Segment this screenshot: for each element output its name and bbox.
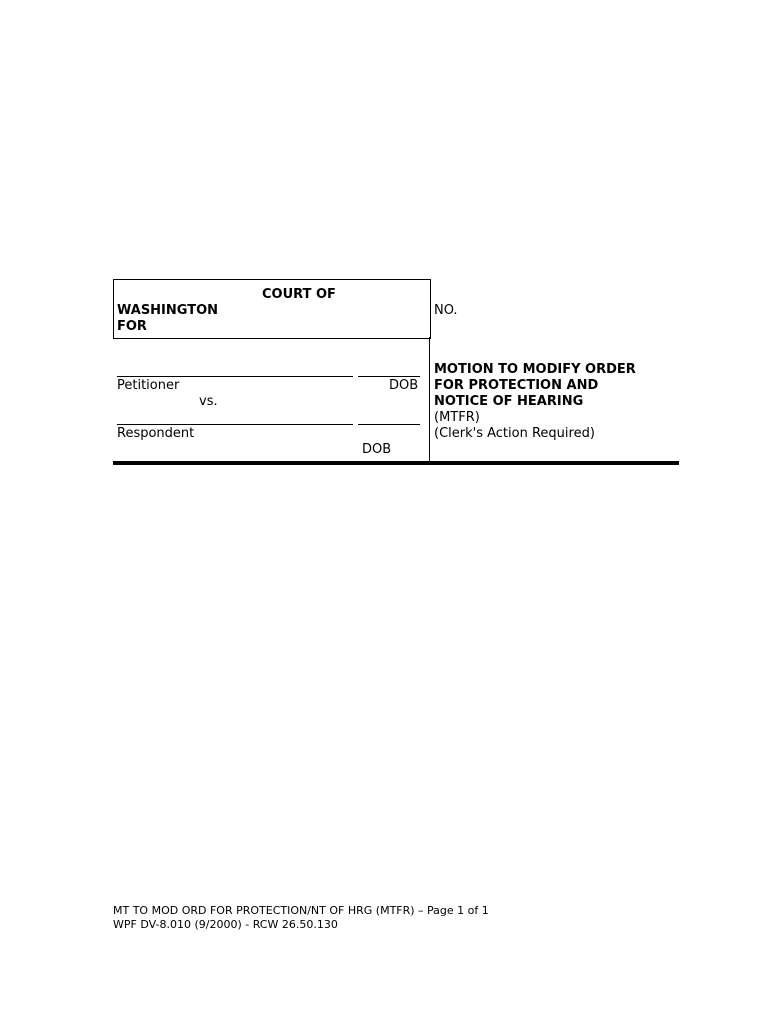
respondent-dob-label: DOB: [362, 442, 392, 457]
caption-bottom-rule: [113, 461, 679, 465]
document-title-line1: MOTION TO MODIFY ORDER: [434, 362, 636, 377]
court-caption-box: [113, 279, 431, 339]
petitioner-name-line: [117, 376, 353, 377]
court-of-label: COURT OF: [262, 287, 336, 302]
case-number-label: NO.: [434, 303, 458, 318]
versus-label: vs.: [199, 394, 218, 409]
state-label: WASHINGTON: [117, 303, 219, 318]
petitioner-label: Petitioner: [117, 378, 180, 393]
petitioner-dob-label: DOB: [389, 378, 419, 393]
respondent-name-line: [117, 424, 353, 425]
document-title-line2: FOR PROTECTION AND: [434, 378, 599, 393]
footer-form-title: MT TO MOD ORD FOR PROTECTION/NT OF HRG (MTFR) – Page 1 of 1: [113, 904, 489, 917]
respondent-label: Respondent: [117, 426, 195, 441]
respondent-dob-line: [358, 424, 420, 425]
document-title-line3: NOTICE OF HEARING: [434, 394, 584, 409]
petitioner-dob-line: [358, 376, 420, 377]
document-abbreviation: (MTFR): [434, 410, 480, 425]
clerk-action-note: (Clerk's Action Required): [434, 426, 595, 441]
footer-form-number: WPF DV-8.010 (9/2000) - RCW 26.50.130: [113, 918, 338, 931]
county-for-label: FOR: [117, 319, 147, 334]
column-divider: [429, 337, 430, 462]
